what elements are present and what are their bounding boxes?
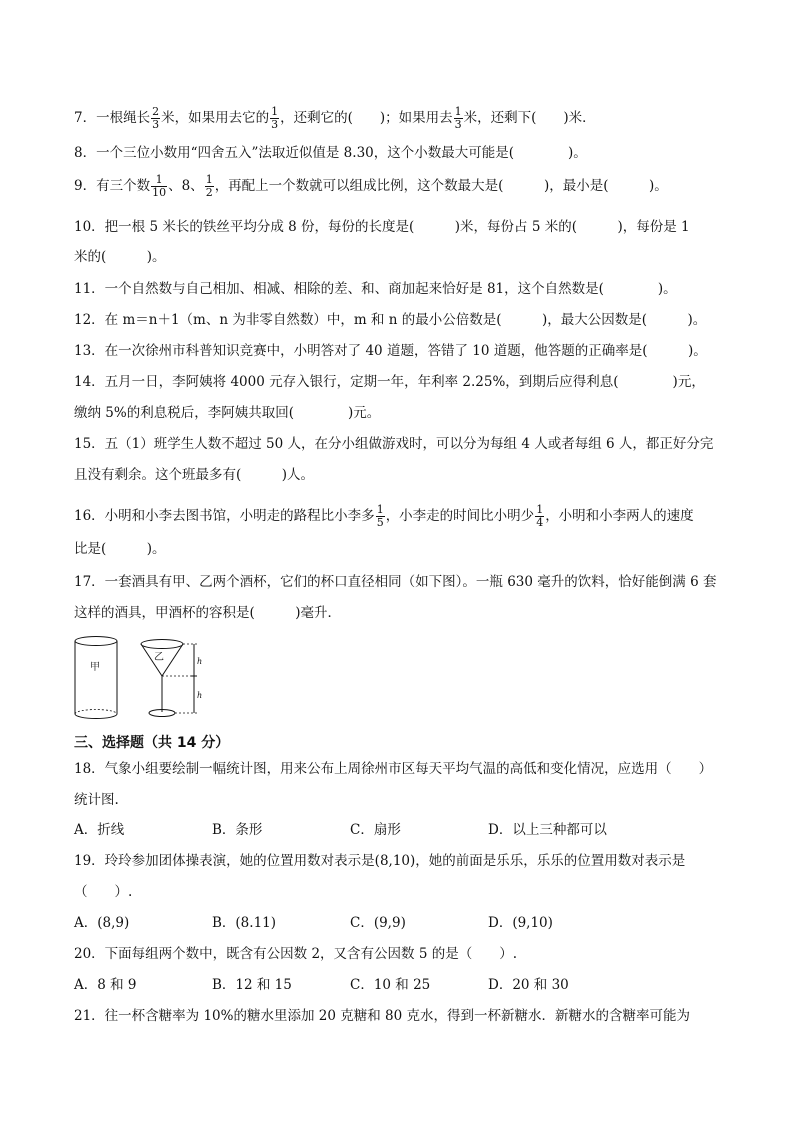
question-10-line-1: 10．把一根 5 米长的铁丝平均分成 8 份，每份的长度是( )米，每份占 5 米的( )，每份是 1: [74, 219, 690, 235]
question-17-line-2: 这样的酒具，甲酒杯的容积是( )毫升．: [74, 605, 342, 621]
question-18-line-2: 统计图.: [74, 792, 119, 808]
question-15-line-1: 15．五（1）班学生人数不超过 50 人，在分小组做游戏时，可以分为每组 4 人或者每组 6 人，都正好分完: [74, 436, 714, 452]
q19-option-c: C．(9,9): [350, 915, 406, 931]
question-10-line-2: 米的( )。: [74, 249, 166, 265]
fraction: $\frac{1}{2}$: [205, 173, 213, 199]
question-8: 8．一个三位小数用“四舍五入”法取近似值是 8.30，这个小数最大可能是( )。: [74, 145, 587, 161]
q18-option-c: C．扇形: [350, 822, 401, 838]
fraction: $\frac{1}{3}$: [271, 105, 279, 131]
height-label-bottom: h: [197, 691, 203, 700]
q19-option-b: B．(8.11): [212, 915, 277, 931]
q19-option-a: A．(8,9): [74, 915, 130, 931]
question-20: 20．下面每组两个数中，既含有公因数 2，又含有公因数 5 的是（ ）.: [74, 946, 518, 962]
q18-option-a: A．折线: [74, 822, 125, 838]
question-13: 13．在一次徐州市科普知识竞赛中，小明答对了 40 道题，答错了 10 道题，他答题的正确率是( )。: [74, 343, 707, 359]
q18-option-d: D．以上三种都可以: [488, 822, 607, 838]
fraction: $\frac{1}{5}$: [376, 503, 384, 529]
question-19-line-1: 19．玲玲参加团体操表演，她的位置用数对表示是(8,10)，她的前面是乐乐，乐乐的位置用数对表示是: [74, 853, 686, 869]
q20-option-c: C．10 和 25: [350, 977, 431, 993]
question-18-line-1: 18．气象小组要绘制一幅统计图，用来公布上周徐州市区每天平均气温的高低和变化情况，应选用（ ）: [74, 761, 713, 777]
cup-a-label: 甲: [90, 662, 100, 673]
question-11: 11．一个自然数与自己相加、相减、相除的差、和、商加起来恰好是 81，这个自然数是( )。: [74, 281, 677, 297]
q20-option-d: D．20 和 30: [488, 977, 569, 993]
question-19-line-2: （ ）.: [74, 884, 133, 900]
section-3-heading: 三、选择题（共 14 分）: [74, 735, 230, 751]
cups-figure: [70, 632, 210, 724]
cup-b-label: 乙: [154, 652, 164, 663]
height-label-top: h: [197, 657, 203, 666]
fraction: $\frac{1}{10}$: [152, 173, 167, 199]
fraction: $\frac{2}{3}$: [152, 105, 160, 131]
question-14-line-1: 14．五月一日，李阿姨将 4000 元存入银行，定期一年，年利率 2.25%，到期后应得利息( )元，: [74, 374, 705, 390]
q19-option-d: D．(9,10): [488, 915, 553, 931]
question-14-line-2: 缴纳 5%的利息税后，李阿姨共取回( )元。: [74, 405, 381, 421]
question-7: 7．一根绳长 $\frac{2}{3}$ 米，如果用去它的 $\frac{1}{3}$ ，还剩它的( )；如果用去 $\frac{1}{3}$ 米，还剩下( )米．: [74, 105, 596, 131]
fraction: $\frac{1}{3}$: [454, 105, 462, 131]
q18-option-b: B．条形: [212, 822, 263, 838]
q20-option-a: A．8 和 9: [74, 977, 137, 993]
q20-option-b: B．12 和 15: [212, 977, 292, 993]
question-12: 12．在 m＝n＋1（m、n 为非零自然数）中，m 和 n 的最小公倍数是( )，最大公因数是( )。: [74, 312, 707, 328]
question-15-line-2: 且没有剩余。这个班最多有( )人。: [74, 467, 315, 483]
question-9: 9．有三个数 $\frac{1}{10}$ 、8、 $\frac{1}{2}$ ，再配上一个数就可以组成比例，这个数最大是( )，最小是( )。: [74, 173, 668, 199]
question-21: 21．往一杯含糖率为 10%的糖水里添加 20 克糖和 80 克水，得到一杯新糖水．新糖水的含糖率可能为: [74, 1008, 690, 1024]
fraction: $\frac{1}{4}$: [536, 503, 544, 529]
question-17-line-1: 17．一套酒具有甲、乙两个酒杯，它们的杯口直径相同（如下图）。一瓶 630 毫升的饮料，恰好能倒满 6 套: [74, 574, 717, 590]
question-16-line-1: 16．小明和小李去图书馆，小明走的路程比小李多 $\frac{1}{5}$ ，小李走的时间比小明少 $\frac{1}{4}$ ，小明和小李两人的速度: [74, 503, 694, 529]
question-16-line-2: 比是( )。: [74, 541, 166, 557]
